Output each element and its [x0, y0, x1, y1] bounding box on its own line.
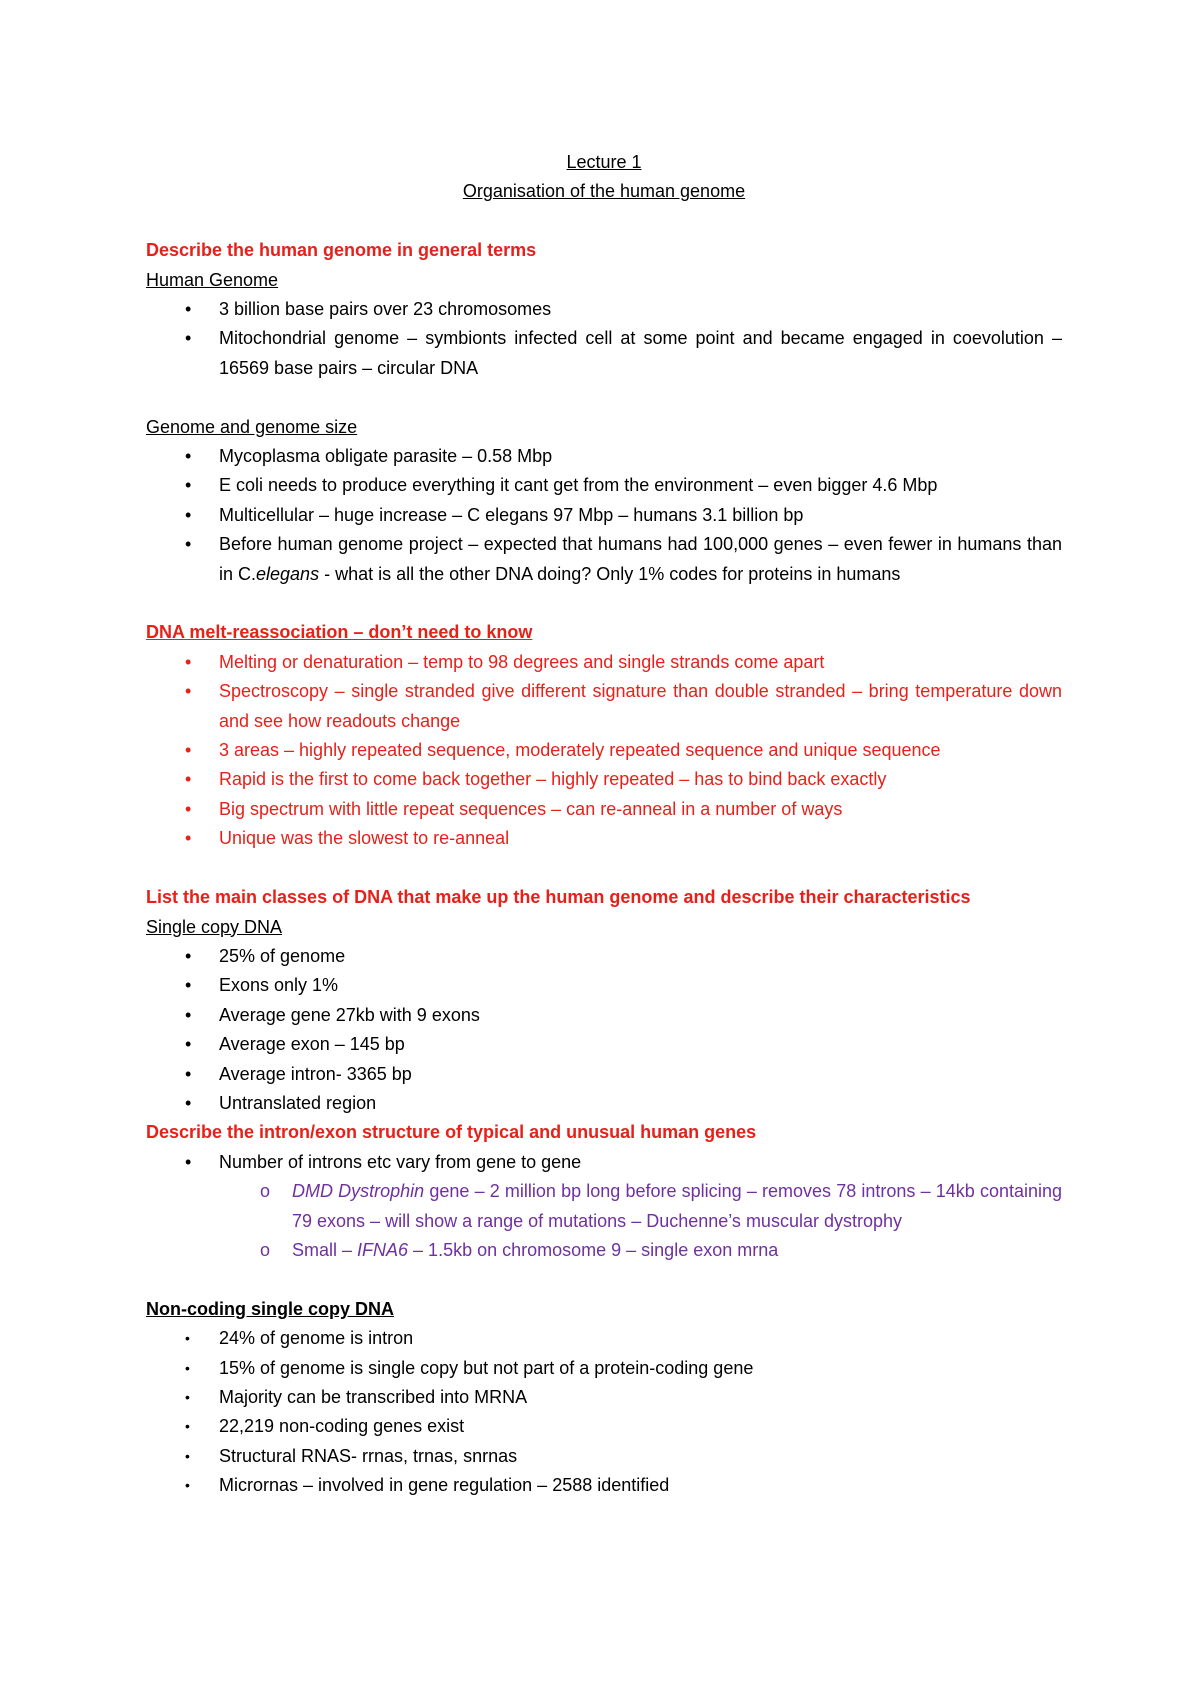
- list-item: [146, 324, 1062, 383]
- list-item-text: Melting or denaturation – temp to 98 degrees and single strands come apart: [219, 651, 825, 672]
- spacer: [146, 1265, 1062, 1294]
- bullet-icon: •: [185, 328, 192, 349]
- list-item-text: 3 billion base pairs over 23 chromosomes: [219, 299, 552, 320]
- list-non-coding: [146, 1324, 1062, 1500]
- bullet-icon: •: [185, 975, 192, 996]
- list-item-text: Number of introns etc vary from gene to gene: [219, 1151, 582, 1172]
- list-item: [146, 471, 1062, 500]
- list-item: [146, 295, 1062, 324]
- list-item-text: 24% of genome is intron: [219, 1328, 414, 1349]
- list-human-genome: [146, 295, 1062, 383]
- spacer: [146, 589, 1062, 618]
- list-item-text: Before human genome project – expected that humans had 100,000 genes – even fewer in humans than in C.: [219, 534, 1062, 584]
- italic-species-name: elegans: [256, 563, 320, 584]
- list-item: [146, 1148, 1062, 1177]
- spacer: [146, 383, 1062, 412]
- list-item: [146, 677, 1062, 736]
- bullet-icon: •: [185, 1063, 192, 1084]
- list-item-text: Average gene 27kb with 9 exons: [219, 1004, 480, 1025]
- list-item-text: Structural RNAS- rrnas, trnas, snrnas: [219, 1445, 518, 1466]
- list-item: [146, 1354, 1062, 1383]
- list-item-text: - what is all the other DNA doing? Only 1% codes for proteins in humans: [319, 563, 901, 584]
- list-item: [146, 1089, 1062, 1118]
- list-item: [146, 1324, 1062, 1353]
- bullet-icon: •: [185, 299, 192, 320]
- list-item: [146, 1471, 1062, 1500]
- bullet-icon: •: [185, 1447, 190, 1464]
- list-intron-exon: [146, 1148, 1062, 1177]
- list-item: [146, 1412, 1062, 1441]
- circle-bullet-icon: o: [260, 1239, 271, 1260]
- document-content: [146, 148, 1062, 1501]
- list-item-text: Mycoplasma obligate parasite – 0.58 Mbp: [219, 446, 553, 467]
- list-item-text: Majority can be transcribed into MRNA: [219, 1386, 528, 1407]
- list-item: [146, 1442, 1062, 1471]
- italic-gene-name: DMD Dystrophin: [292, 1181, 425, 1202]
- sublist-item: [146, 1236, 1062, 1265]
- list-item: [146, 501, 1062, 530]
- list-item-text: Unique was the slowest to re-anneal: [219, 828, 510, 849]
- list-item-text: Untranslated region: [219, 1092, 377, 1113]
- list-item: [146, 736, 1062, 765]
- section-heading-intron-exon: Describe the intron/exon structure of typical and unusual human genes: [146, 1122, 757, 1143]
- subheading-human-genome: Human Genome: [146, 269, 279, 290]
- list-item-text: 15% of genome is single copy but not part of a protein-coding gene: [219, 1357, 754, 1378]
- bullet-icon: •: [185, 504, 192, 525]
- spacer: [146, 207, 1062, 236]
- list-item-text: Spectroscopy – single stranded give different signature than double stranded – bring temperature down and see how readouts change: [219, 681, 1062, 731]
- list-item: [146, 824, 1062, 853]
- list-item-text: 22,219 non-coding genes exist: [219, 1416, 465, 1437]
- list-single-copy: [146, 942, 1062, 1118]
- list-melt-reassociation: [146, 648, 1062, 854]
- subheading-genome-size: Genome and genome size: [146, 416, 358, 437]
- list-item: [146, 942, 1062, 971]
- list-item: [146, 1001, 1062, 1030]
- bullet-icon: •: [185, 534, 192, 555]
- list-item: [146, 765, 1062, 794]
- bullet-icon: •: [185, 769, 192, 790]
- sublist-gene-examples: [146, 1177, 1062, 1265]
- list-item: [146, 442, 1062, 471]
- list-item: [146, 1383, 1062, 1412]
- bullet-icon: •: [185, 1477, 190, 1494]
- circle-bullet-icon: o: [260, 1181, 271, 1202]
- bullet-icon: •: [185, 1034, 192, 1055]
- bullet-icon: •: [185, 1092, 192, 1113]
- page-title: Organisation of the human genome: [462, 181, 746, 202]
- subheading-single-copy: Single copy DNA: [146, 916, 283, 937]
- bullet-icon: •: [185, 1151, 192, 1172]
- section-heading-melt: DNA melt-reassociation – don’t need to know: [146, 622, 533, 643]
- lecture-label: Lecture 1: [566, 152, 642, 172]
- bullet-icon: •: [185, 681, 192, 702]
- bullet-icon: •: [185, 446, 192, 467]
- bullet-icon: •: [185, 651, 192, 672]
- list-item-text: Rapid is the first to come back together – highly repeated – has to bind back exactly: [219, 769, 887, 790]
- bullet-icon: •: [185, 740, 192, 761]
- list-item: [146, 971, 1062, 1000]
- bullet-icon: •: [185, 1004, 192, 1025]
- list-item: [146, 648, 1062, 677]
- list-item-text: 3 areas – highly repeated sequence, moderately repeated sequence and unique sequence: [219, 740, 941, 761]
- list-item-text: Multicellular – huge increase – C elegans 97 Mbp – humans 3.1 billion bp: [219, 504, 804, 525]
- bullet-icon: •: [185, 1330, 190, 1347]
- bullet-icon: •: [185, 1359, 190, 1376]
- section-heading-dna-classes: List the main classes of DNA that make up the human genome and describe their characteristics: [146, 887, 971, 908]
- bullet-icon: •: [185, 1388, 190, 1405]
- sublist-item-text: gene – 2 million bp long before splicing – removes 78 introns – 14kb containing 79 exons – will show a range of mutations – Duchenne’s muscular dystrophy: [292, 1181, 1063, 1231]
- spacer: [146, 854, 1062, 883]
- bullet-icon: •: [185, 945, 192, 966]
- list-item-text: E coli needs to produce everything it cant get from the environment – even bigger 4.6 Mbp: [219, 475, 938, 496]
- list-item-text: Micrornas – involved in gene regulation – 2588 identified: [219, 1475, 670, 1496]
- bullet-icon: •: [185, 828, 192, 849]
- sublist-item-text: Small –: [292, 1239, 358, 1260]
- list-item-text: 25% of genome: [219, 945, 346, 966]
- sublist-item-text: – 1.5kb on chromosome 9 – single exon mrna: [408, 1239, 779, 1260]
- bullet-icon: •: [185, 475, 192, 496]
- list-item: [146, 530, 1062, 589]
- list-item: [146, 1060, 1062, 1089]
- section-heading-general: Describe the human genome in general terms: [146, 240, 537, 261]
- list-item: [146, 1030, 1062, 1059]
- sublist-item: [146, 1177, 1062, 1236]
- list-item-text: Big spectrum with little repeat sequences – can re-anneal in a number of ways: [219, 798, 843, 819]
- list-item: [146, 795, 1062, 824]
- bullet-icon: •: [185, 1418, 190, 1435]
- italic-gene-name: IFNA6: [357, 1239, 409, 1260]
- list-item-text: Average intron- 3365 bp: [219, 1063, 412, 1084]
- list-item-text: Average exon – 145 bp: [219, 1034, 405, 1055]
- list-genome-size: [146, 442, 1062, 589]
- list-item-text: Mitochondrial genome – symbionts infected cell at some point and became engaged in coevolution – 16569 base pairs – circular DNA: [219, 328, 1062, 378]
- subheading-non-coding: Non-coding single copy DNA: [146, 1298, 395, 1319]
- list-item-text: Exons only 1%: [219, 975, 339, 996]
- bullet-icon: •: [185, 798, 192, 819]
